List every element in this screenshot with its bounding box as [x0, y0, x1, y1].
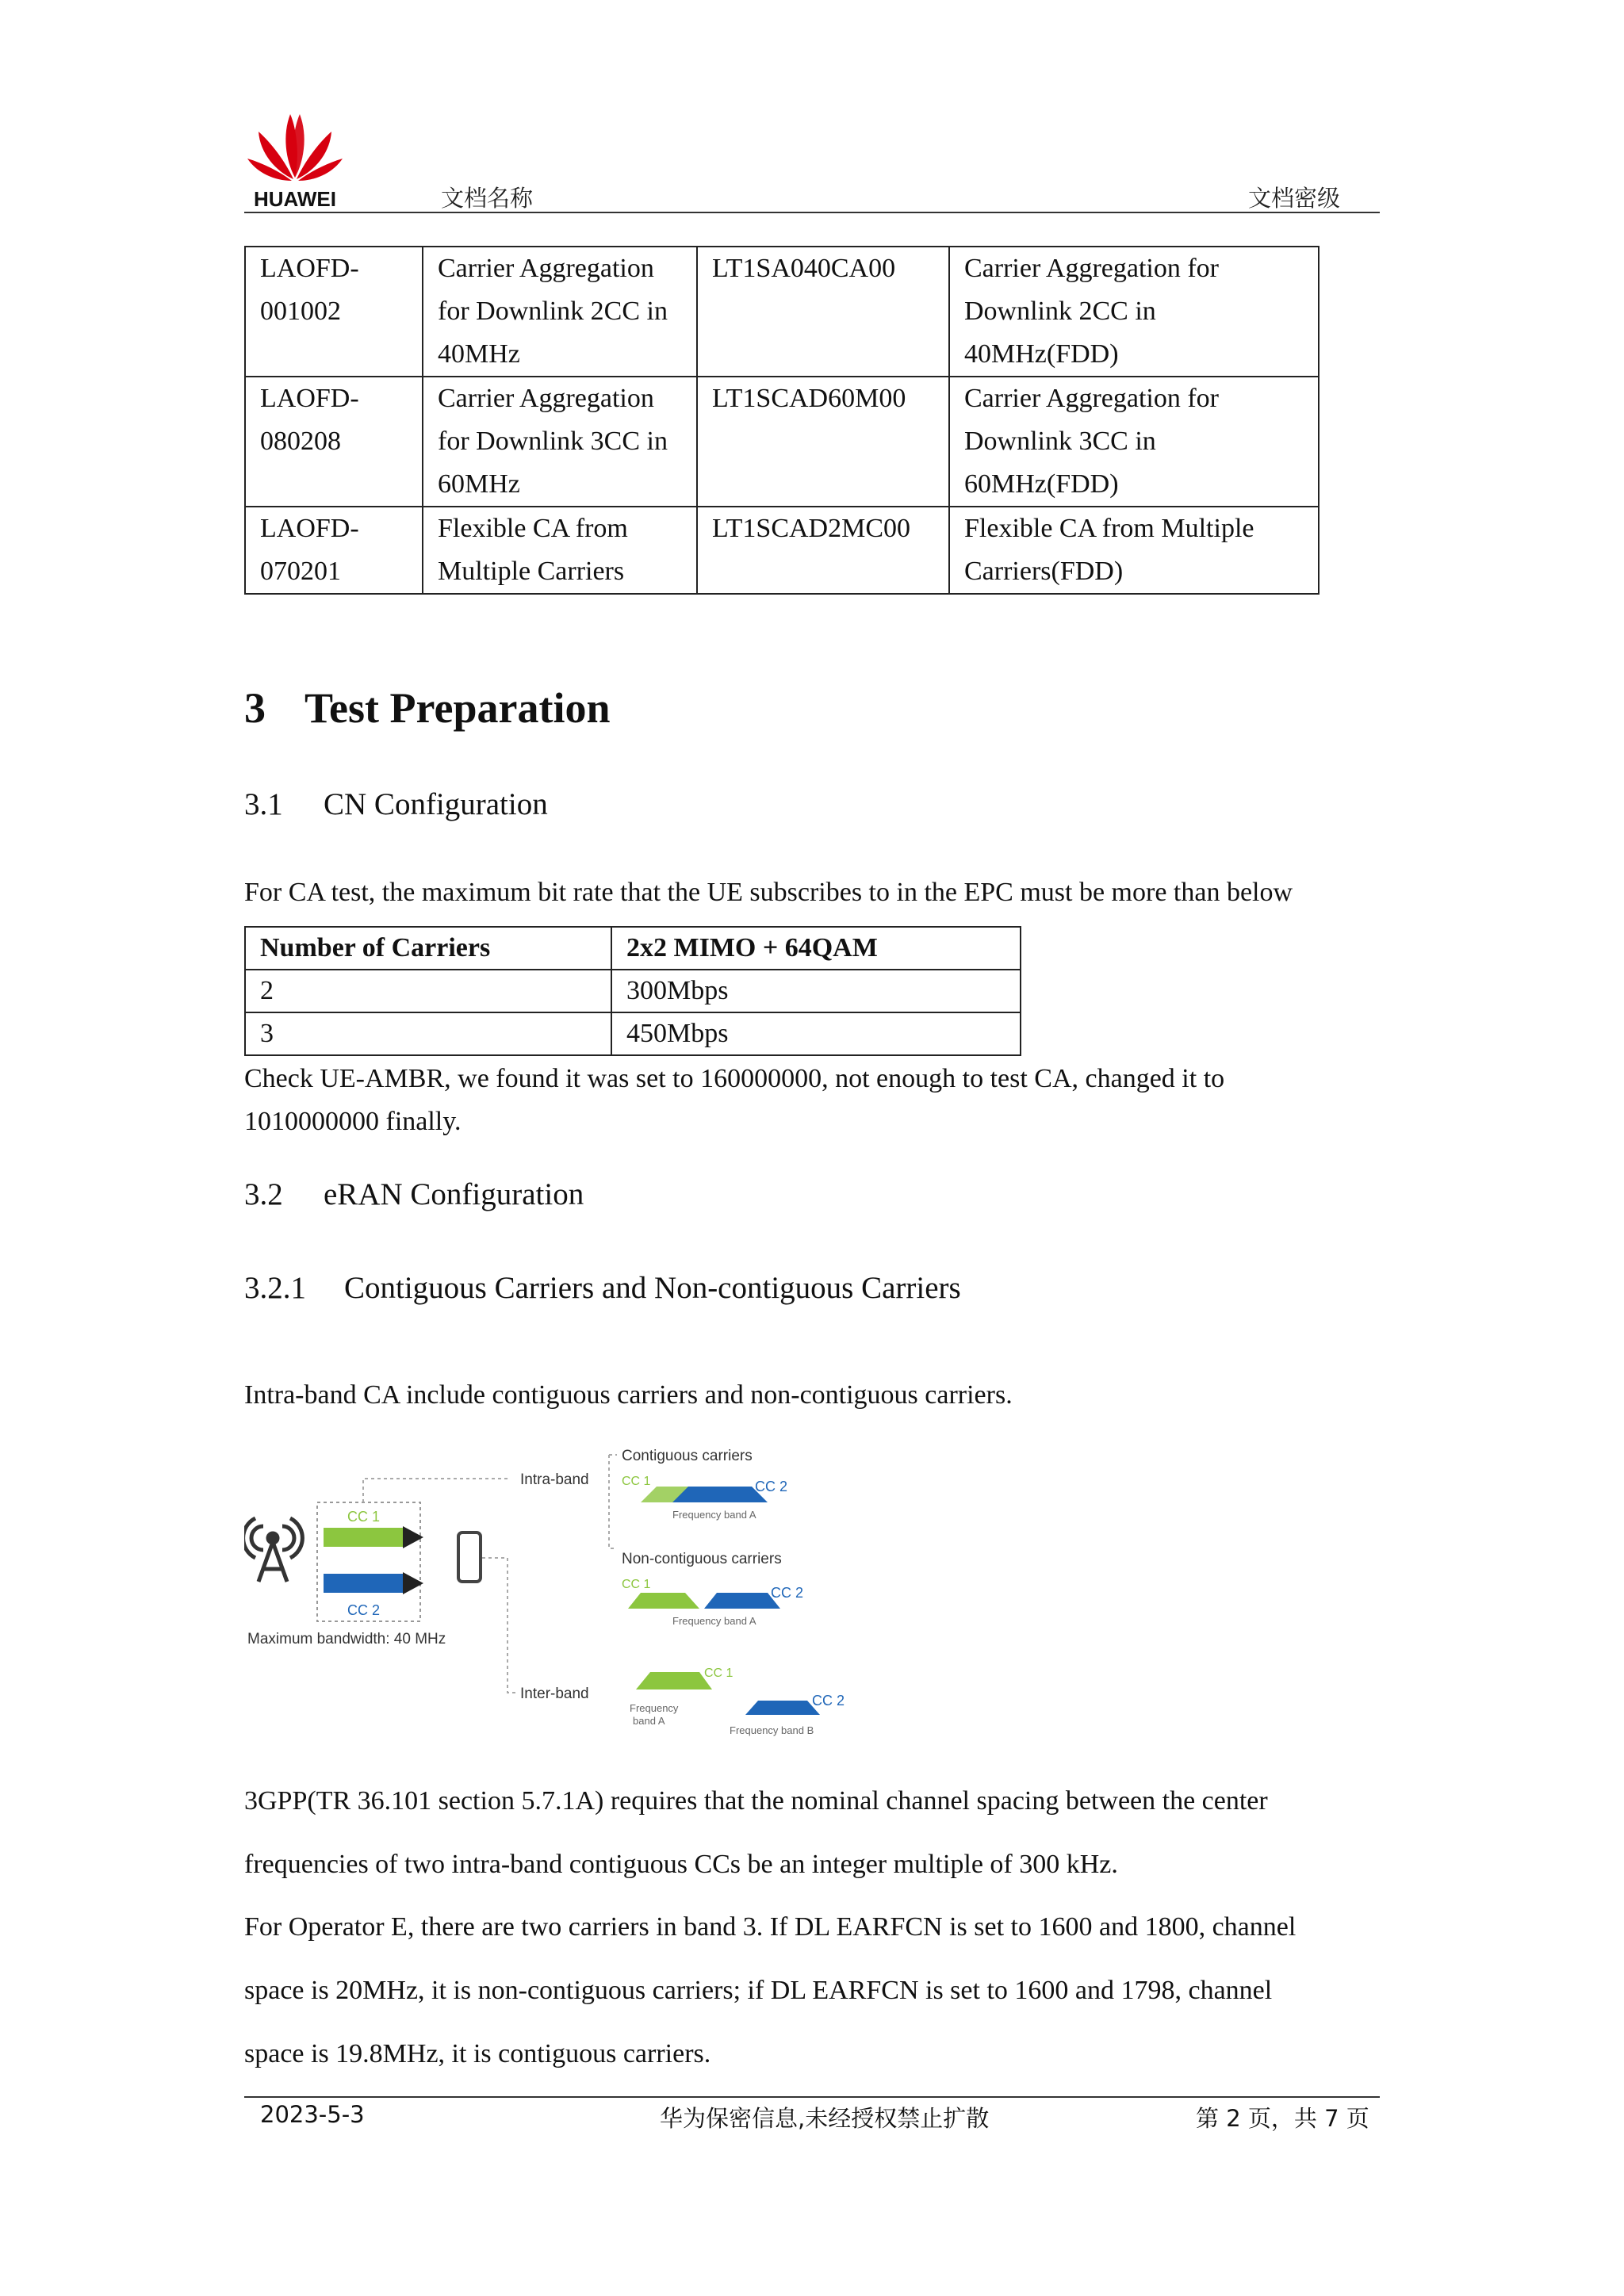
cc2-spectrum	[745, 1701, 820, 1715]
huawei-logo	[244, 105, 346, 209]
cc1-label: CC 1	[347, 1509, 381, 1525]
table-row	[245, 970, 1021, 1012]
doc-name: 文档名称	[441, 185, 534, 212]
description-cell: Flexible CA from Multiple Carriers(FDD)	[949, 507, 1319, 594]
brand-name: HUAWEI	[254, 187, 336, 209]
section-3-2-heading	[244, 1177, 584, 1212]
intra-band-label: Intra-band	[520, 1471, 589, 1488]
feature-license-table	[244, 246, 1320, 595]
band-a-label: Frequency	[630, 1702, 679, 1714]
column-header: Number of Carriers	[245, 927, 611, 970]
operator-text-line2: space is 20MHz, it is non-contiguous carriers; if DL EARFCN is set to 1600 and 1798, channel	[244, 1976, 1273, 2005]
bit-rate-table	[244, 926, 1021, 1056]
section-number: 3.2.1	[244, 1271, 306, 1305]
cc2-label: CC 2	[771, 1585, 804, 1601]
section-3-2-1-heading	[244, 1270, 961, 1306]
section-number: 3	[244, 684, 266, 732]
header-rule	[244, 212, 1380, 213]
band-b-label: Frequency band B	[730, 1724, 814, 1736]
spacing-text-line1: 3GPP(TR 36.101 section 5.7.1A) requires that the nominal channel spacing between the center	[244, 1786, 1268, 1816]
section-title: eRAN Configuration	[324, 1177, 584, 1211]
cc2-label: CC 2	[347, 1602, 381, 1618]
band-a-label: band A	[633, 1715, 665, 1727]
cc1-spectrum	[636, 1672, 712, 1689]
section-3-1-heading	[244, 786, 548, 822]
description-cell: Carrier Aggregation for Downlink 3CC in 60MHz(FDD)	[949, 377, 1319, 507]
cn-intro-text: For CA test, the maximum bit rate that the UE subscribes to in the EPC must be more than below	[244, 878, 1293, 907]
non-contiguous-label: Non-contiguous carriers	[622, 1551, 782, 1567]
intra-band-intro: Intra-band CA include contiguous carriers and non-contiguous carriers.	[244, 1380, 1013, 1410]
table-cell: 450Mbps	[611, 1012, 1021, 1055]
contiguous-label: Contiguous carriers	[622, 1448, 753, 1464]
feature-id-cell: LAOFD- 080208	[245, 377, 423, 507]
table-row	[245, 507, 1319, 594]
cc2-bar	[324, 1574, 403, 1593]
footer-confidential: 华为保密信息,未经授权禁止扩散	[660, 2105, 990, 2132]
feature-id-cell: LAOFD- 070201	[245, 507, 423, 594]
table-row	[245, 377, 1319, 507]
doc-level: 文档密级	[1248, 185, 1341, 212]
footer-rule	[244, 2096, 1380, 2098]
ue-ambr-note: Check UE-AMBR, we found it was set to 160000000, not enough to test CA, changed it to 1010000000 finally.	[244, 1064, 1225, 1136]
table-row	[245, 1012, 1021, 1055]
cc2-label: CC 2	[812, 1693, 845, 1709]
carrier-aggregation-diagram	[244, 1439, 863, 1752]
description-cell: Carrier Aggregation for Downlink 2CC in 40MHz(FDD)	[949, 247, 1319, 377]
license-cell: LT1SCAD2MC00	[697, 507, 949, 594]
base-station-icon	[244, 1518, 302, 1582]
operator-text-line1: For Operator E, there are two carriers in band 3. If DL EARFCN is set to 1600 and 1800, channel	[244, 1912, 1297, 1942]
feature-name-cell: Flexible CA from Multiple Carriers	[423, 507, 697, 594]
band-a-label: Frequency band A	[672, 1509, 756, 1521]
section-number: 3.2	[244, 1177, 283, 1211]
max-bandwidth-label: Maximum bandwidth: 40 MHz	[247, 1631, 446, 1647]
table-cell: 2	[245, 970, 611, 1012]
cc1-spectrum	[628, 1593, 699, 1609]
inter-band-label: Inter-band	[520, 1686, 589, 1702]
cc2-spectrum	[704, 1593, 780, 1609]
license-cell: LT1SCAD60M00	[697, 377, 949, 507]
operator-text-line3: space is 19.8MHz, it is contiguous carriers.	[244, 2039, 711, 2068]
section-title: CN Configuration	[324, 787, 548, 821]
cc1-bar	[324, 1528, 403, 1547]
feature-name-cell: Carrier Aggregation for Downlink 3CC in 60MHz	[423, 377, 697, 507]
arrow-icon	[403, 1526, 423, 1548]
cc1-label: CC 1	[704, 1667, 733, 1680]
cc2-spectrum	[672, 1487, 768, 1502]
feature-id-cell: LAOFD- 001002	[245, 247, 423, 377]
section-title: Test Preparation	[304, 684, 611, 732]
table-cell: 300Mbps	[611, 970, 1021, 1012]
footer-date: 2023-5-3	[260, 2101, 365, 2128]
cc2-label: CC 2	[755, 1479, 788, 1494]
footer-page: 第 2 页，共 7 页	[1196, 2105, 1369, 2132]
spacing-text-line2: frequencies of two intra-band contiguous CCs be an integer multiple of 300 kHz.	[244, 1850, 1118, 1879]
column-header: 2x2 MIMO + 64QAM	[611, 927, 1021, 970]
table-row	[245, 247, 1319, 377]
feature-name-cell: Carrier Aggregation for Downlink 2CC in 40MHz	[423, 247, 697, 377]
ue-phone-icon	[458, 1533, 481, 1582]
section-title: Contiguous Carriers and Non-contiguous Carriers	[344, 1271, 961, 1305]
section-3-heading	[244, 683, 611, 733]
cc1-label: CC 1	[622, 1578, 651, 1591]
table-cell: 3	[245, 1012, 611, 1055]
band-a-label: Frequency band A	[672, 1615, 756, 1627]
table-header-row	[245, 927, 1021, 970]
section-number: 3.1	[244, 787, 283, 821]
cc1-label: CC 1	[622, 1475, 651, 1488]
license-cell: LT1SA040CA00	[697, 247, 949, 377]
